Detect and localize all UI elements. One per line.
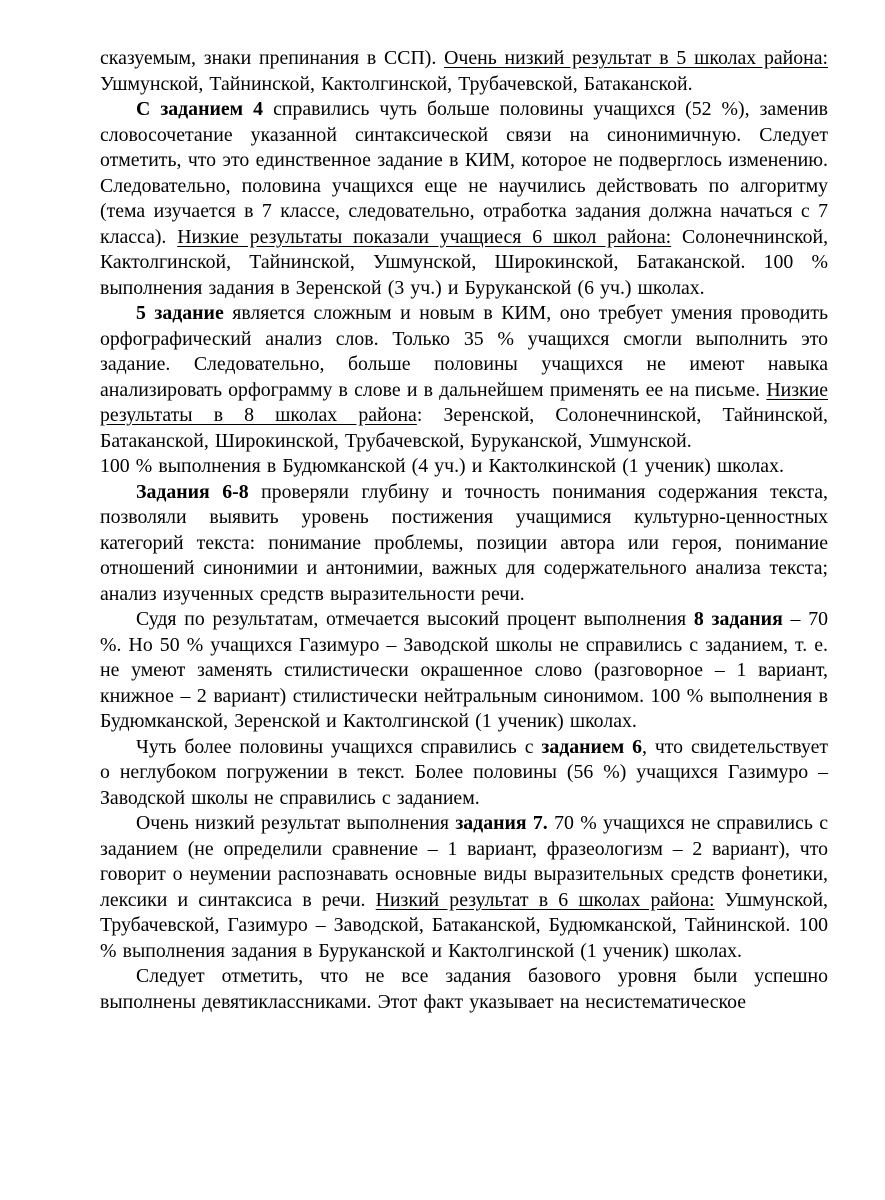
paragraph	[100, 46, 828, 97]
text-run: : Зеренской, Солонечнинской, Тайнинской, Батаканской, Широкинской, Трубачевской, Буруканской, Ушмунской.	[100, 404, 828, 452]
text-run: является сложным и новым в КИМ, оно требует умения проводить орфографический анализ слов. Только 35 % учащихся смогли выполнить это задание. Следовательно, больше половины учащихся не имеют навыка анализировать орфограмму в слове и в дальнейшем применять ее на письме.	[100, 302, 828, 401]
paragraph	[100, 735, 828, 812]
text-run-underline: Низкие результаты в 8 школах района	[100, 378, 828, 426]
paragraph	[100, 301, 828, 454]
text-run: справились чуть больше половины учащихся (52 %), заменив словосочетание указанной синтаксической связи на синонимичную. Следует отметить, что это единственное задание в КИМ, которое не подверглось изменению. Следовательно, половина учащихся еще не научились действовать по алгоритму (тема изучается в 7 классе, следовательно, отработка задания должна начаться с 7 класса).	[100, 98, 829, 248]
text-run: 100 % выполнения в Будюмканской (4 уч.) и Кактолкинской (1 ученик) школах.	[100, 455, 784, 477]
text-run: Ушмунской, Трубачевской, Газимуро – Заводской, Батаканской, Будюмканской, Тайнинской. 100 % выполнения задания в Буруканской и Кактолгинской (1 ученик) школах.	[100, 888, 828, 962]
text-column	[100, 46, 828, 1015]
text-run: Ушмунской, Тайнинской, Кактолгинской, Трубачевской, Батаканской.	[100, 72, 693, 95]
paragraph	[100, 811, 828, 964]
paragraph	[100, 480, 828, 608]
text-run-underline: Низкие результаты показали учащиеся 6 школ района:	[177, 225, 672, 248]
text-run: Солонечнинской, Кактолгинской, Тайнинской, Ушмунской, Широкинской, Батаканской. 100 % выполнения задания в Зеренской (3 уч.) и Буруканской (6 уч.) школах.	[100, 225, 829, 299]
text-run: 70 % учащихся не справились с заданием (не определили сравнение – 1 вариант, фразеологизм – 2 вариант), что говорит о неумении распознавать основные виды выразительных средств фонетики, лексики и синтаксиса в речи.	[100, 812, 829, 911]
text-run-underline: Низкий результат в 6 школах района:	[375, 888, 715, 911]
text-run: Очень низкий результат выполнения	[136, 812, 456, 834]
text-run: сказуемым, знаки препинания в ССП).	[100, 47, 445, 69]
text-run-underline: Очень низкий результат в 5 школах района:	[444, 47, 828, 69]
text-run: , что свидетельствует о неглубоком погружении в текст. Более половины (56 %) учащихся Газимуро – Заводской школы не справились с заданием.	[100, 735, 828, 809]
text-run-bold: 8 задания	[693, 608, 783, 630]
text-run: – 70 %. Но 50 % учащихся Газимуро – Заводской школы не справились с заданием, т. е. не умеют заменять стилистически окрашенное слово (разговорное – 1 вариант, книжное – 2 вариант) стилистически нейтральным синонимом. 100 % выполнения в Будюмканской, Зеренской и Кактолгинской (1 ученик) школах.	[100, 608, 828, 732]
text-run-bold: С заданием 4	[136, 98, 264, 120]
paragraph	[100, 964, 828, 1015]
text-run-bold: 5 задание	[136, 302, 224, 324]
paragraph	[100, 607, 828, 735]
text-run: проверяли глубину и точность понимания содержания текста, позволяли выявить уровень постижения учащимися культурно-ценностных категорий текста: понимание проблемы, позиции автора или героя, понимание отношений синонимии и антонимии, важных для содержательного анализа текста; анализ изученных средств выразительности речи.	[100, 480, 828, 605]
text-run: Следует отметить, что не все задания базового уровня были успешно выполнены девятиклассниками. Этот факт указывает на несистематическое	[100, 965, 828, 1013]
text-run-bold: заданием 6	[541, 735, 642, 758]
text-run-bold: задания 7.	[455, 812, 548, 834]
paragraph	[100, 454, 828, 480]
paragraph	[100, 97, 828, 301]
text-run: Судя по результатам, отмечается высокий процент выполнения	[136, 608, 694, 630]
text-run: Чуть более половины учащихся справились с	[136, 735, 542, 758]
text-run-bold: Задания 6-8	[136, 480, 249, 503]
